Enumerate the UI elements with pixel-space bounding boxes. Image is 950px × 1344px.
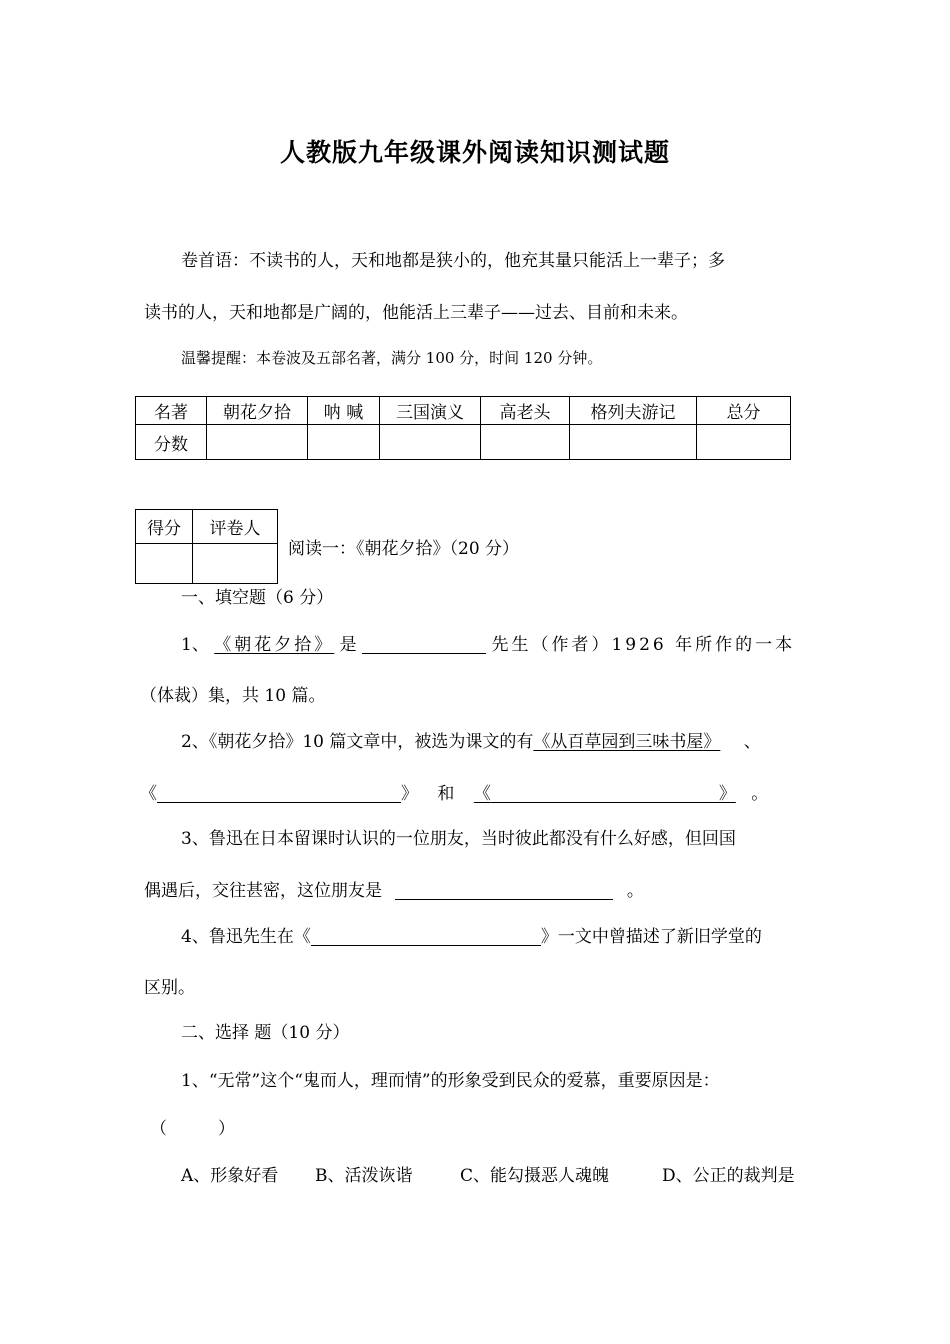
choice-answer-paren[interactable]: （ ） <box>150 1119 235 1139</box>
score-table <box>135 396 791 460</box>
q2-close: 》 <box>401 784 418 804</box>
q2-open: 《 <box>140 784 157 804</box>
q2-blank-2[interactable] <box>491 786 719 803</box>
q1-mid: 是 <box>339 635 357 655</box>
q1-prefix: 1、 <box>181 635 209 655</box>
q4-blank[interactable] <box>311 929 541 946</box>
choice-question-1: 1、“无常”这个“鬼而人，理而情”的形象受到民众的爱慕，重要原因是： <box>181 1071 720 1091</box>
grader-label: 评卷人 <box>193 510 278 544</box>
score-cell <box>697 425 791 460</box>
q1-suffix: 先生（作者）1926 年所作的一本 <box>491 635 796 655</box>
reminder-text: 温馨提醒：本卷波及五部名著，满分 100 分，时间 120 分钟。 <box>181 349 603 367</box>
question-4 <box>181 926 762 948</box>
choice-option-c[interactable]: C、能勾摄恶人魂魄 <box>460 1166 610 1186</box>
choice-option-b[interactable]: B、活泼诙谐 <box>315 1166 413 1186</box>
score-cell <box>380 425 481 460</box>
intro-line-2: 读书的人，天和地都是广阔的，他能活上三辈子——过去、目前和未来。 <box>144 303 688 323</box>
score-label: 得分 <box>136 510 193 544</box>
q1-author-blank[interactable] <box>362 637 486 654</box>
intro-line-1: 卷首语：不读书的人，天和地都是狭小的，他充其量只能活上一辈子；多 <box>181 251 725 271</box>
part2-heading: 二、选择 题（10 分） <box>181 1023 350 1043</box>
q2-example: 《从百草园到三味书屋》 <box>533 732 721 752</box>
q2-and: 和 <box>437 784 455 804</box>
choice-option-d[interactable]: D、公正的裁判是 <box>662 1166 795 1186</box>
table-header-cell: 朝花夕拾 <box>207 397 308 425</box>
q1-book: 《朝花夕拾》 <box>214 635 335 655</box>
q4-prefix: 4、鲁迅先生在《 <box>181 927 311 947</box>
question-3-line2 <box>144 880 644 902</box>
page-title: 人教版九年级课外阅读知识测试题 <box>279 138 670 167</box>
grader-box <box>135 509 278 584</box>
q2-close-2: 》 <box>718 784 736 804</box>
q2-end: 。 <box>751 784 769 804</box>
part1-heading: 一、填空题（6 分） <box>181 588 334 608</box>
table-header-cell: 呐 喊 <box>308 397 380 425</box>
table-header-cell: 高老头 <box>481 397 570 425</box>
question-3-line1: 3、鲁迅在日本留课时认识的一位朋友，当时彼此都没有什么好感，但回国 <box>181 829 736 849</box>
score-cell <box>481 425 570 460</box>
table-row-label: 分数 <box>136 425 207 460</box>
q4-line2: 区别。 <box>144 978 195 998</box>
choice-option-a[interactable]: A、形象好看 <box>181 1166 279 1186</box>
q2-open-2: 《 <box>473 784 491 804</box>
score-cell <box>308 425 380 460</box>
score-cell <box>570 425 697 460</box>
q3-blank[interactable] <box>395 883 613 900</box>
q1-line2: （体裁）集，共 10 篇。 <box>140 686 326 706</box>
table-header-cell: 三国演义 <box>380 397 481 425</box>
q2-blank-1[interactable] <box>157 786 401 803</box>
q4-suffix: 》一文中曾描述了新旧学堂的 <box>540 927 762 947</box>
table-header-cell: 总分 <box>697 397 791 425</box>
score-cell <box>207 425 308 460</box>
table-header-cell: 格列夫游记 <box>570 397 697 425</box>
q3-end: 。 <box>626 881 644 901</box>
score-entry-cell <box>136 544 193 584</box>
section-heading: 阅读一：《朝花夕拾》（20 分） <box>288 539 520 559</box>
table-header-cell: 名著 <box>136 397 207 425</box>
q3-text: 偶遇后，交往甚密，这位朋友是 <box>144 881 382 901</box>
question-1 <box>181 634 795 656</box>
q2-text: 2、《朝花夕拾》10 篇文章中，被选为课文的有 <box>181 732 534 752</box>
grader-entry-cell <box>193 544 278 584</box>
q2-line2 <box>140 783 768 805</box>
q2-sep: 、 <box>743 732 761 752</box>
question-2 <box>181 731 761 753</box>
